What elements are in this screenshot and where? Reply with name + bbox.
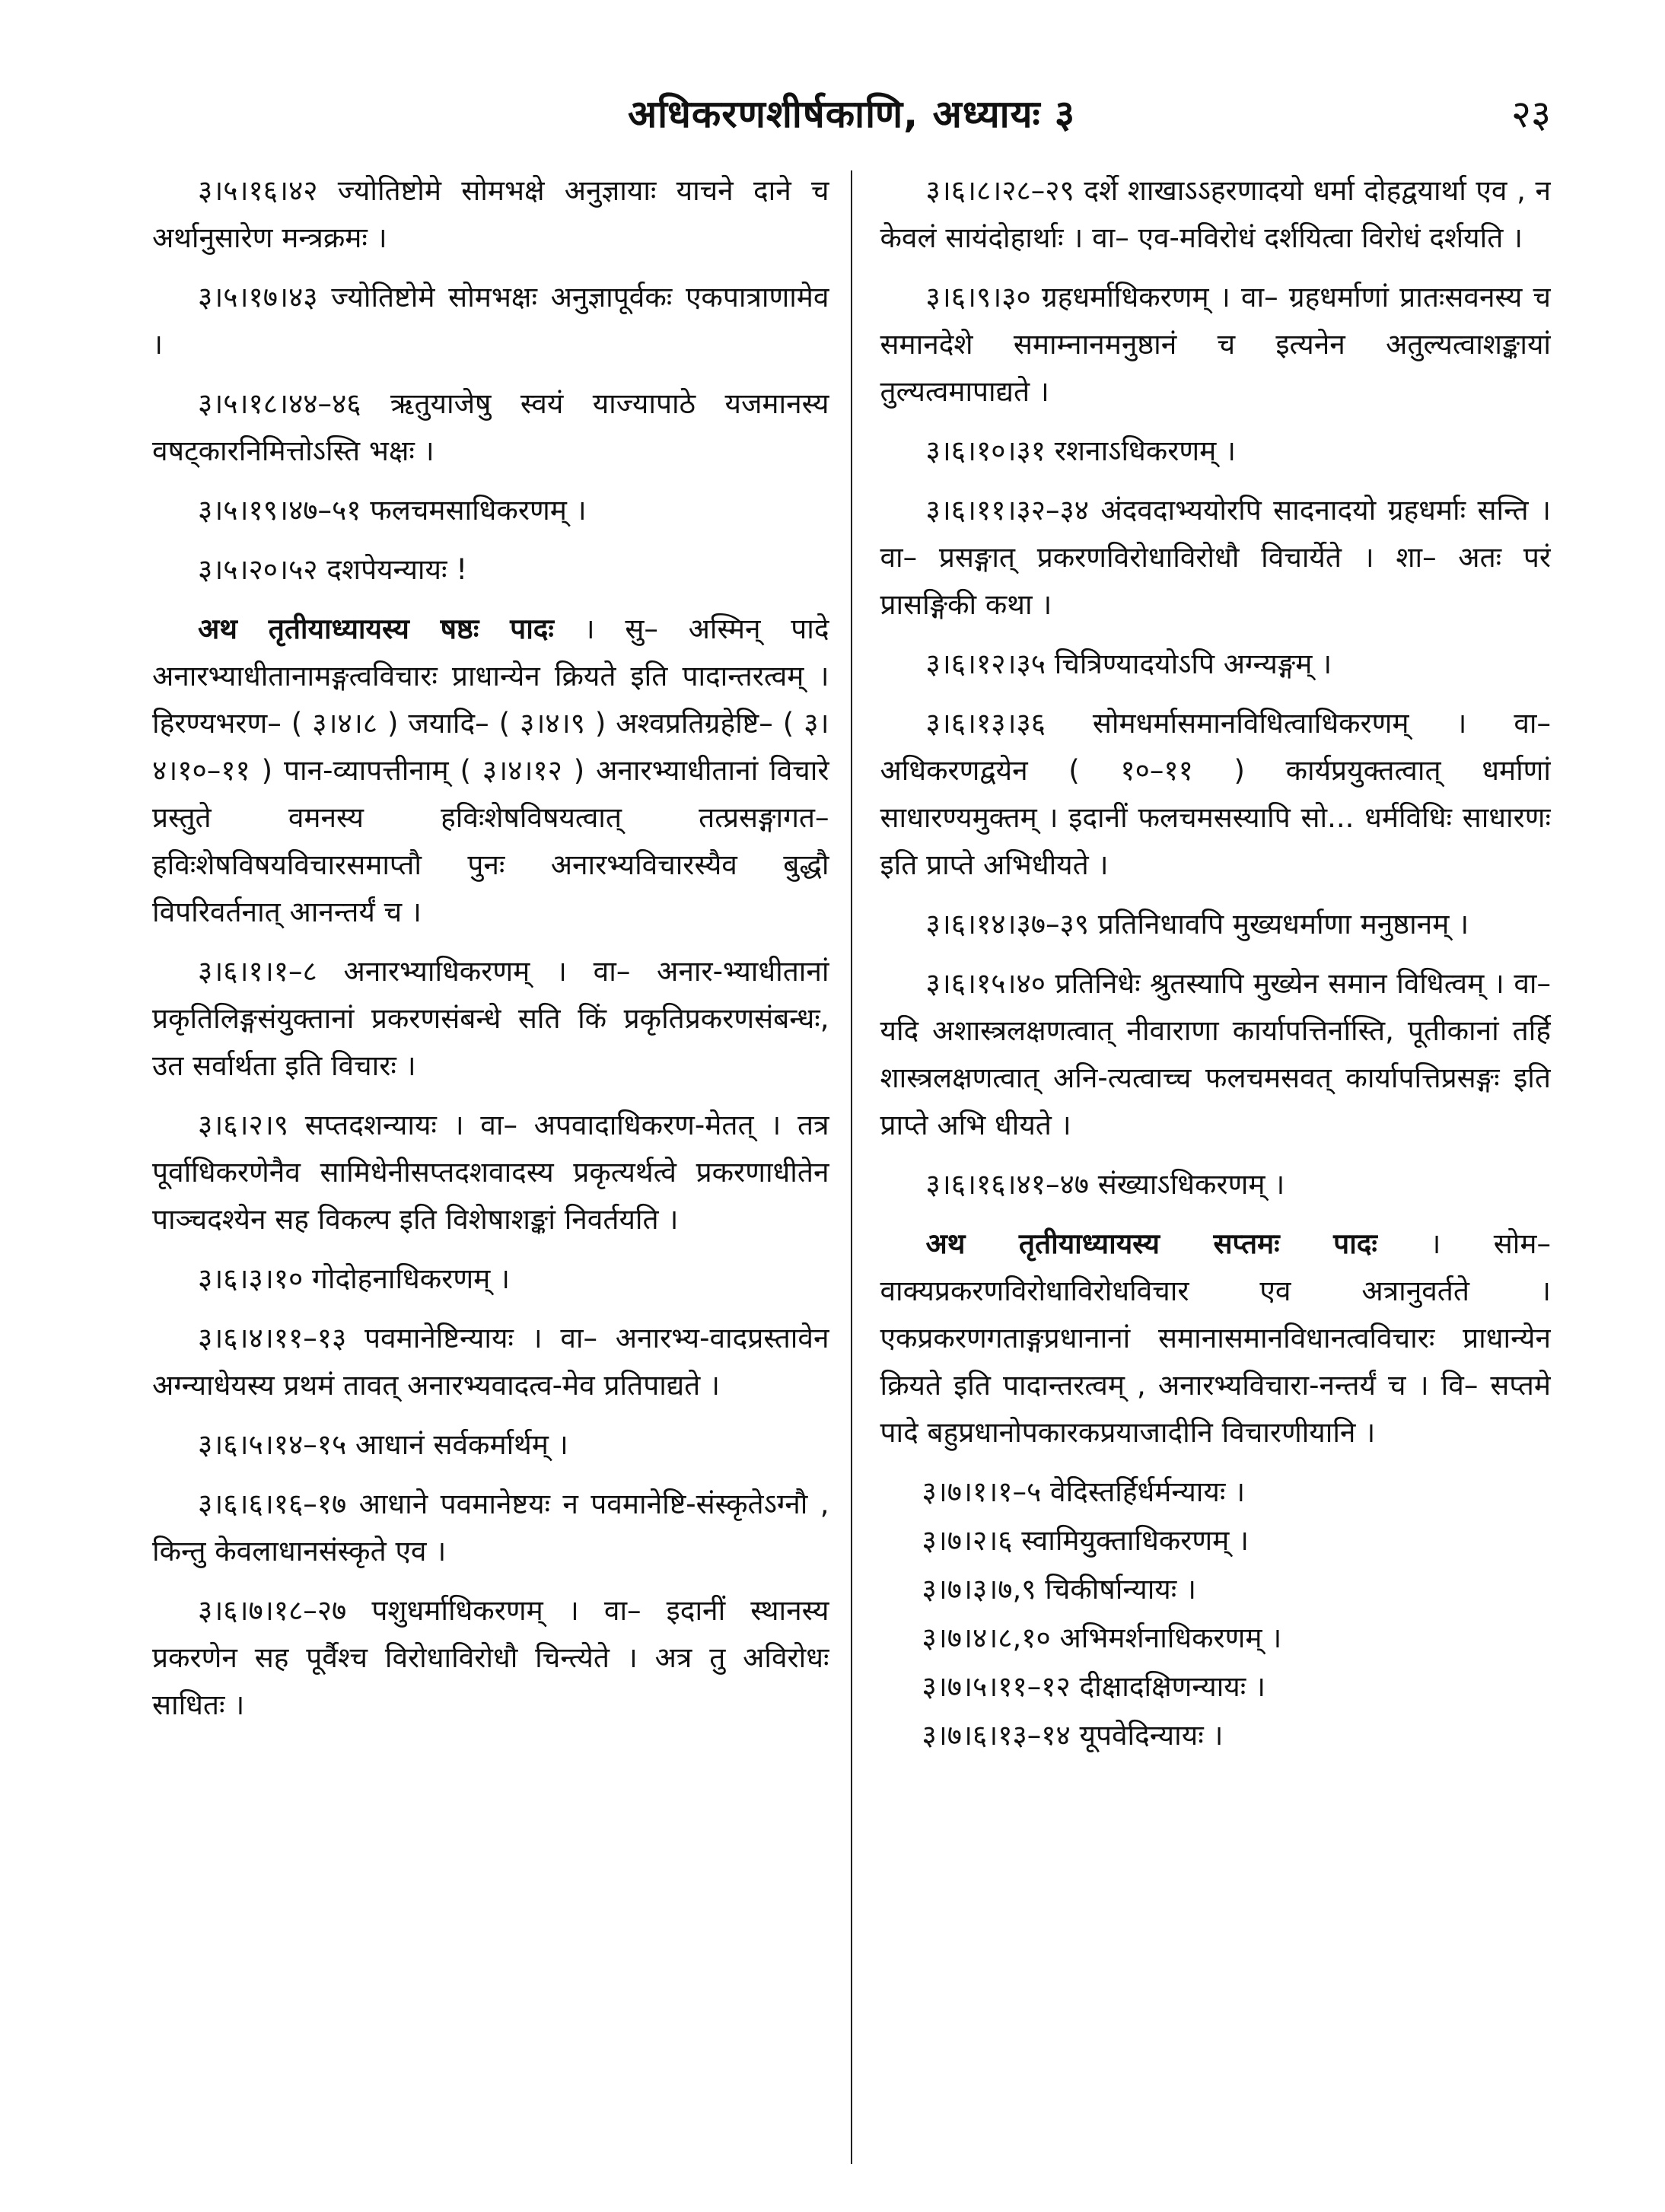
adhikarana-entry: ३।६।१६।४१–४७ संख्याऽधिकरणम् । — [925, 1168, 1285, 1201]
section-heading-text: । सोम–वाक्यप्रकरणविरोधाविरोधविचार एव अत्रानुवर्तते । एकप्रकरणगताङ्गप्रधानानां समानासमानविधानत्वविचारः प्राधान्येन क्रियते इति पादान्तरत्वम् , अनारभ्यविचारा-नन्तर्यं च । वि– सप्तमे पादे बहुप्रधानोपकारकप्रयाजादीनि विचारणीयानि । — [880, 1227, 1551, 1449]
left-column — [152, 167, 851, 2176]
two-column-body — [152, 167, 1551, 2176]
section-heading-lead: अथ तृतीयाध्यायस्य सप्तमः पादः — [925, 1227, 1377, 1260]
section-heading-lead: अथ तृतीयाध्यायस्य षष्ठः पादः — [198, 613, 554, 645]
adhikarana-entry: ३।६।८।२८–२९ दर्शे शाखाऽऽहरणादयो धर्मा दोहद्वयार्था एव , न केवलं सायंदोहार्थाः । वा– एव-मविरोधं दर्शयित्वा विरोधं दर्शयति । — [880, 174, 1551, 254]
adhikarana-entry: ३।६।२।९ सप्तदशन्यायः । वा– अपवादाधिकरण-मेतत् । तत्र पूर्वाधिकरणेनैव सामिधेनीसप्तदशवादस्य प्रकृत्यर्थत्वे प्रकरणाधीतेन पाञ्चदश्येन सह विकल्प इति विशेषाशङ्कां निवर्तयति । — [152, 1109, 829, 1236]
adhikarana-list-item: ३।७।६।१३–१४ यूपवेदिन्यायः । — [922, 1719, 1224, 1752]
adhikarana-list-item: ३।७।२।६ स्वामियुक्ताधिकरणम् । — [922, 1524, 1250, 1557]
adhikarana-list-item: ३।७।१।१–५ वेदिस्तर्हिर्धर्मन्यायः । — [922, 1475, 1246, 1508]
adhikarana-entry: ३।६।९।३० ग्रहधर्माधिकरणम् । वा– ग्रहधर्माणां प्रातःसवनस्य च समानदेशे समाम्नानमनुष्ठानं च इत्यनेन अतुल्यत्वाशङ्कायां तुल्यत्वमापाद्यते । — [880, 281, 1551, 408]
adhikarana-entry: ३।६।१४।३७–३९ प्रतिनिधावपि मुख्यधर्माणा मनुष्ठानम् । — [925, 908, 1469, 940]
section-heading-entry — [880, 1221, 1551, 1456]
page-title: अधिकरणशीर्षकाणि, अध्यायः ३ — [627, 92, 1076, 136]
adhikarana-list-item: ३।७।५।११–१२ दीक्षादक्षिणन्यायः । — [922, 1670, 1266, 1703]
section-heading-text: । सु– अस्मिन् पादे अनारभ्याधीतानामङ्गत्वविचारः प्राधान्येन क्रियते इति पादान्तरत्वम् । हिरण्यभरण– ( ३।४।८ ) जयादि– ( ३।४।९ ) अश्वप्रतिग्रहेष्टि– ( ३।४।१०–११ ) पान-व्यापत्तीनाम् ( ३।४।१२ ) अनारभ्याधीतानां विचारे प्रस्तुते वमनस्य हविःशेषविषयत्वात् तत्प्रसङ्गागत–हविःशेषविषयविचारसमाप्तौ पुनः अनारभ्यविचारस्यैव बुद्धौ विपरिवर्तनात् आनन्तर्यं च । — [152, 613, 829, 928]
adhikarana-entry: ३।६।१२।३५ चित्रिण्यादयोऽपि अग्न्यङ्गम् । — [925, 648, 1332, 680]
adhikarana-list-item: ३।७।३।७,९ चिकीर्षान्यायः । — [922, 1573, 1196, 1606]
page-header — [152, 84, 1551, 145]
adhikarana-entry: ३।५।२०।५२ दशपेयन्यायः ! — [198, 553, 468, 586]
adhikarana-entry: ३।६।११।३२–३४ अंदवदाभ्ययोरपि सादनादयो ग्रहधर्माः सन्ति । वा– प्रसङ्गात् प्रकरणविरोधाविरोधौ विचार्येते । शा– अतः परं प्रासङ्गिकी कथा । — [880, 494, 1551, 621]
adhikarana-entry: ३।६।१५।४० प्रतिनिधेः श्रुतस्यापि मुख्येन समान विधित्वम् । वा– यदि अशास्त्रलक्षणत्वात् नीवाराणा कार्यापत्तिर्नास्ति, पूतीकानां तर्हि शास्त्रलक्षणत्वात् अनि-त्यत्वाच्च फलचमसवत् कार्यापत्तिप्रसङ्गः इति प्राप्ते अभि धीयते । — [880, 967, 1551, 1141]
adhikarana-entry: ३।६।७।१८–२७ पशुधर्माधिकरणम् । वा– इदानीं स्थानस्य प्रकरणेन सह पूर्वैश्च विरोधाविरोधौ चिन्त्येते । अत्र तु अविरोधः साधितः । — [152, 1594, 829, 1721]
adhikarana-entry: ३।६।१३।३६ सोमधर्मासमानविधित्वाधिकरणम् । वा– अधिकरणद्वयेन ( १०–११ ) कार्यप्रयुक्तत्वात् धर्माणां साधारण्यमुक्तम् । इदानीं फलचमसस्यापि सो... धर्मविधिः साधारणः इति प्राप्ते अभिधीयते । — [880, 707, 1551, 881]
page-number: २३ — [1511, 92, 1551, 136]
adhikarana-entry: ३।५।१९।४७–५१ फलचमसाधिकरणम् । — [198, 494, 587, 527]
section-heading-entry — [152, 606, 829, 936]
adhikarana-list-item: ३।७।४।८,१० अभिमर्शनाधिकरणम् । — [922, 1622, 1282, 1654]
adhikarana-entry: ३।६।३।१० गोदोहनाधिकरणम् । — [198, 1262, 510, 1295]
adhikarana-entry: ३।६।१०।३१ रशनाऽधिकरणम् । — [925, 434, 1236, 467]
adhikarana-entry: ३।६।६।१६–१७ आधाने पवमानेष्टयः न पवमानेष्टि-संस्कृतेऽग्नौ , किन्तु केवलाधानसंस्कृते एव । — [152, 1488, 829, 1567]
adhikarana-entry: ३।५।१७।४३ ज्योतिष्टोमे सोमभक्षः अनुज्ञापूर्वकः एकपात्राणामेव । — [152, 281, 829, 361]
adhikarana-entry: ३।५।१८।४४–४६ ऋतुयाजेषु स्वयं याज्यापाठे यजमानस्य वषट्कारनिमित्तोऽस्ति भक्षः । — [152, 387, 829, 467]
right-column — [852, 167, 1551, 2176]
adhikarana-entry: ३।५।१६।४२ ज्योतिष्टोमे सोमभक्षे अनुज्ञायाः याचने दाने च अर्थानुसारेण मन्त्रक्रमः । — [152, 174, 829, 254]
adhikarana-entry: ३।६।४।११–१३ पवमानेष्टिन्यायः । वा– अनारभ्य-वादप्रस्तावेन अग्न्याधेयस्य प्रथमं तावत् अनारभ्यवादत्व-मेव प्रतिपाद्यते । — [152, 1322, 829, 1402]
adhikarana-entry: ३।६।१।१–८ अनारभ्याधिकरणम् । वा– अनार-भ्याधीतानां प्रकृतिलिङ्गसंयुक्तानां प्रकरणसंबन्धे सति किं प्रकृतिप्रकरणसंबन्धः, उत सर्वार्थता इति विचारः । — [152, 955, 829, 1082]
adhikarana-entry: ३।६।५।१४–१५ आधानं सर्वकर्मार्थम् । — [198, 1428, 568, 1461]
